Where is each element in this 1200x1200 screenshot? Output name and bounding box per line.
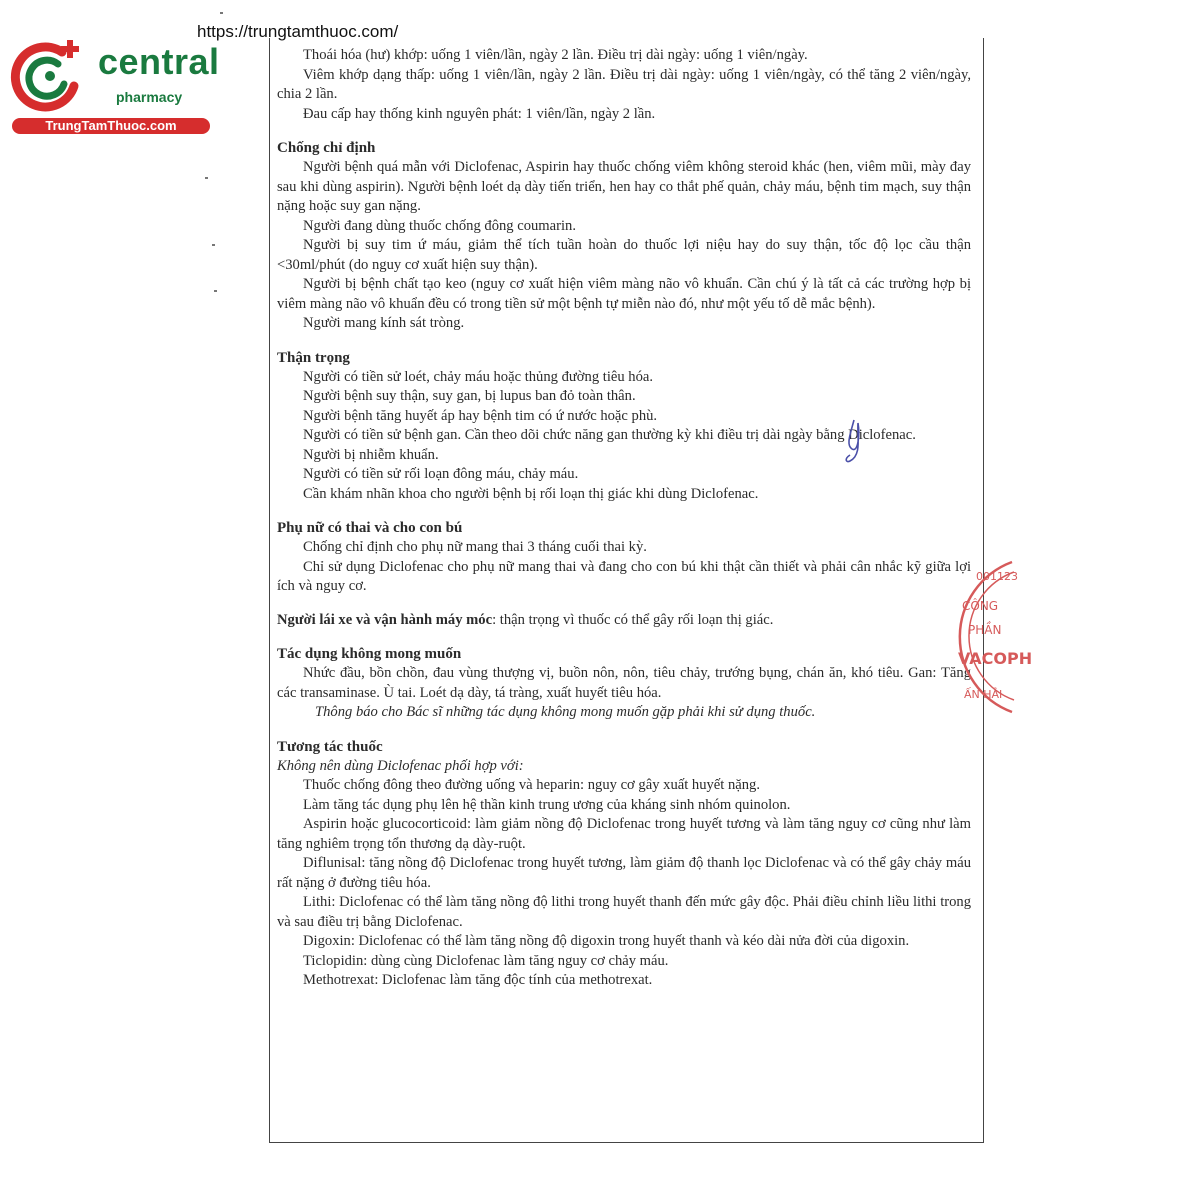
stamp-text: ẤN HẢI: [964, 688, 1003, 701]
driving-note: [277, 611, 971, 631]
list-item: Người bị bệnh chất tạo keo (nguy cơ xuất hiện viêm màng não vô khuẩn. Cần chú ý là tất cả các trường hợp bị viêm màng não vô khuẩn đều có trong tiền sử một bệnh tự miễn nào đó, như một yếu tố dễ mắc bệnh).: [277, 276, 971, 312]
section-heading: Tác dụng không mong muốn: [277, 646, 462, 662]
source-url[interactable]: https://trungtamthuoc.com/: [197, 22, 399, 41]
list-item: Người mang kính sát tròng.: [303, 315, 465, 331]
dosage-section: [277, 46, 971, 124]
list-item: Người có tiền sử bệnh gan. Cần theo dõi chức năng gan thường kỳ khi điều trị dài ngày bằng Diclofenac.: [303, 427, 916, 443]
list-item: Chống chỉ định cho phụ nữ mang thai 3 tháng cuối thai kỳ.: [303, 539, 647, 555]
dosage-line: Đau cấp hay thống kinh nguyên phát: 1 viên/lần, ngày 2 lần.: [303, 105, 656, 122]
list-item: Aspirin hoặc glucocorticoid: làm giảm nồng độ Diclofenac trong huyết tương và làm tăng nguy cơ cũng như làm tăng nghiêm trọng tổn thương dạ dày-ruột.: [277, 816, 971, 852]
section-heading: Phụ nữ có thai và cho con bú: [277, 520, 463, 536]
list-item: Diflunisal: tăng nồng độ Diclofenac trong huyết tương, làm giảm độ thanh lọc Diclofenac và có thể gây chảy máu rất nặng ở đường tiêu hóa.: [277, 855, 971, 891]
section-heading: Tương tác thuốc: [277, 738, 383, 755]
interactions-intro: Không nên dùng Diclofenac phối hợp với:: [277, 757, 524, 774]
list-item: Người có tiền sử rối loạn đông máu, chảy máu.: [303, 466, 579, 482]
dosage-line: Thoái hóa (hư) khớp: uống 1 viên/lần, ngày 2 lần. Điều trị dài ngày: uống 1 viên/ngày.: [303, 47, 808, 63]
handwritten-signature: [836, 415, 886, 475]
side-effects-text: Nhức đầu, bồn chồn, đau vùng thượng vị, buồn nôn, nôn, tiêu chảy, trướng bụng, chán ăn, khó tiêu. Gan: Tăng các transaminase. Ù tai. Loét dạ dày, tá tràng, xuất huyết tiêu hóa.: [277, 665, 971, 701]
list-item: Người bệnh tăng huyết áp hay bệnh tim có ứ nước hoặc phù.: [303, 407, 658, 424]
section-heading: Thận trọng: [277, 349, 350, 366]
pharmacy-cross-icon: [12, 38, 88, 114]
scan-speck: [212, 244, 215, 246]
interactions-section: [277, 737, 971, 991]
section-heading: Chống chỉ định: [277, 140, 376, 156]
logo-brand: central: [98, 41, 220, 82]
leaflet-body: [277, 46, 971, 991]
contraindications-section: [277, 138, 971, 334]
list-item: Thuốc chống đông theo đường uống và heparin: nguy cơ gây xuất huyết nặng.: [303, 777, 761, 793]
stamp-text: 001123: [976, 570, 1018, 583]
list-item: Người bệnh quá mẫn với Diclofenac, Aspirin hay thuốc chống viêm không steroid khác (hen, viêm mũi, mày đay sau khi dùng aspirin). Người bệnh loét dạ dày tiến triển, hen hay co thắt phế quản, chảy máu, bệnh tim mạch, suy thận nặng hoặc suy gan nặng.: [277, 159, 971, 214]
stamp-text: VACOPH: [958, 649, 1033, 668]
logo-subtitle: pharmacy: [116, 89, 183, 105]
list-item: Người đang dùng thuốc chống đông coumarin.: [303, 217, 576, 234]
list-item: Làm tăng tác dụng phụ lên hệ thần kinh trung ương của kháng sinh nhóm quinolon.: [303, 796, 791, 813]
list-item: Người bị nhiễm khuẩn.: [303, 446, 439, 463]
scan-speck: [205, 177, 208, 179]
logo-banner[interactable]: TrungTamThuoc.com: [12, 118, 210, 134]
scan-speck: [220, 12, 223, 14]
side-effects-section: [277, 644, 971, 723]
central-pharmacy-logo: [12, 38, 220, 138]
scan-speck: [214, 290, 217, 292]
list-item: Ticlopidin: dùng cùng Diclofenac làm tăng nguy cơ chảy máu.: [303, 952, 669, 969]
list-item: Người có tiền sử loét, chảy máu hoặc thủng đường tiêu hóa.: [303, 368, 654, 385]
driving-text: : thận trọng vì thuốc có thể gây rối loạn thị giác.: [492, 611, 774, 628]
stamp-text: CÔNG: [962, 599, 999, 613]
stamp-text: PHẦN: [968, 623, 1002, 637]
dosage-line: Viêm khớp dạng thấp: uống 1 viên/lần, ngày 2 lần. Điều trị dài ngày: uống 1 viên/ngày, có thể tăng 2 viên/ngày, chia 2 lần.: [277, 66, 971, 102]
pregnancy-section: [277, 518, 971, 597]
list-item: Người bị suy tim ứ máu, giảm thể tích tuần hoàn do thuốc lợi niệu hay do suy thận, tốc độ lọc cầu thận <30ml/phút (do nguy cơ xuất hiện suy thận).: [277, 237, 971, 273]
list-item: Digoxin: Diclofenac có thể làm tăng nồng độ digoxin trong huyết thanh và kéo dài nửa đời của digoxin.: [303, 933, 910, 949]
company-stamp: [950, 558, 1033, 718]
list-item: Methotrexat: Diclofenac làm tăng độc tính của methotrexat.: [303, 972, 653, 988]
list-item: Cần khám nhãn khoa cho người bệnh bị rối loạn thị giác khi dùng Diclofenac.: [303, 485, 759, 502]
driving-heading: Người lái xe và vận hành máy móc: [277, 611, 493, 628]
list-item: Người bệnh suy thận, suy gan, bị lupus ban đỏ toàn thân.: [303, 388, 636, 404]
list-item: Lithi: Diclofenac có thể làm tăng nồng độ lithi trong huyết thanh đến mức gây độc. Phải điều chỉnh liều lithi trong và sau điều trị bằng Diclofenac.: [277, 894, 971, 930]
list-item: Chỉ sử dụng Diclofenac cho phụ nữ mang thai và đang cho con bú khi thật cần thiết và phải cân nhắc kỹ giữa lợi ích và nguy cơ.: [277, 558, 971, 594]
side-effects-note: Thông báo cho Bác sĩ những tác dụng không mong muốn gặp phải khi sử dụng thuốc.: [315, 704, 816, 720]
